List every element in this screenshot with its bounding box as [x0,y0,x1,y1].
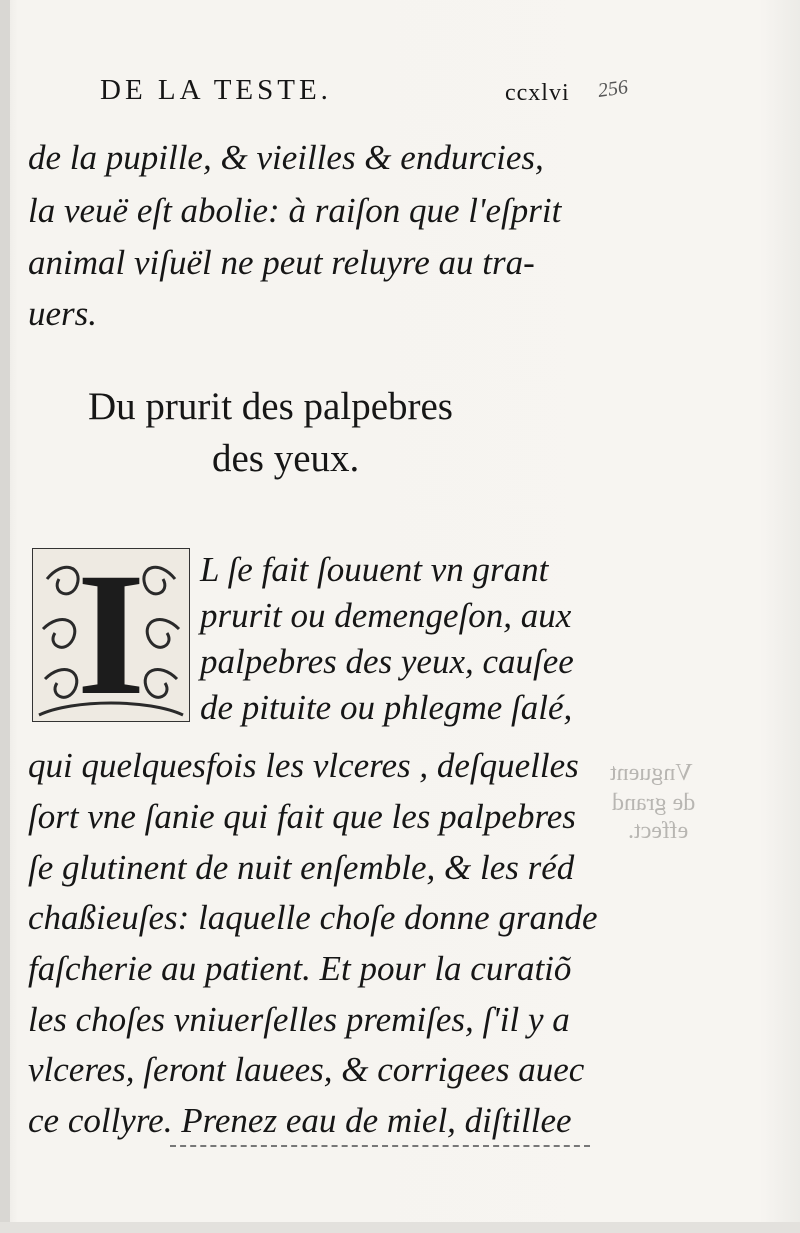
page-left-edge-shadow [0,0,10,1233]
text-line: la veuë eſt abolie: à raiſon que l'eſprit [28,191,562,230]
decorated-initial [32,537,190,732]
text-line: animal viſuël ne peut reluyre au tra- [28,243,535,282]
text-line: ſe glutinent de nuit enſemble, & les réd [28,848,575,887]
text-line: faſcherie au patient. Et pour la curatiõ [28,949,572,988]
folio-number: ccxlvi [505,80,570,106]
initial-letter: I [76,537,146,732]
handwritten-page-number: 256 [596,76,630,102]
text-line: ſort vne ſanie qui fait que les palpebres [28,797,576,836]
text-line: qui quelquesfois les vlceres , deſquelles [28,746,579,785]
text-line: de la pupille, & vieilles & endurcies, [28,138,544,177]
text-line: vlceres, ſeront lauees, & corrigees auec [28,1050,585,1089]
text-line: chaßieuſes: laquelle choſe donne grande [28,898,598,937]
text-line: ce collyre. Prenez eau de miel, diſtillee [28,1101,572,1140]
text-line: de pituite ou phlegme ſalé, [200,688,573,727]
text-line: les choſes vniuerſelles premiſes, ſ'il y a [28,1000,570,1039]
running-header [100,74,660,118]
section-heading-line-1: Du prurit des palpebres [88,385,453,428]
show-through-margin-note-1: Vnguent [610,760,693,786]
page-bottom-edge [0,1222,800,1233]
running-title: DE LA TESTE. [100,74,332,106]
show-through-margin-note-3: effect. [628,818,689,844]
section-heading-line-2: des yeux. [212,437,360,480]
show-through-margin-note-2: de grand [612,790,696,816]
text-line: prurit ou demengeſon, aux [200,596,572,635]
text-line: palpebres des yeux, cauſee [200,642,574,681]
bottom-dashed-rule [170,1145,590,1147]
text-line: L ſe fait ſouuent vn grant [200,550,549,589]
text-line: uers. [28,294,98,333]
